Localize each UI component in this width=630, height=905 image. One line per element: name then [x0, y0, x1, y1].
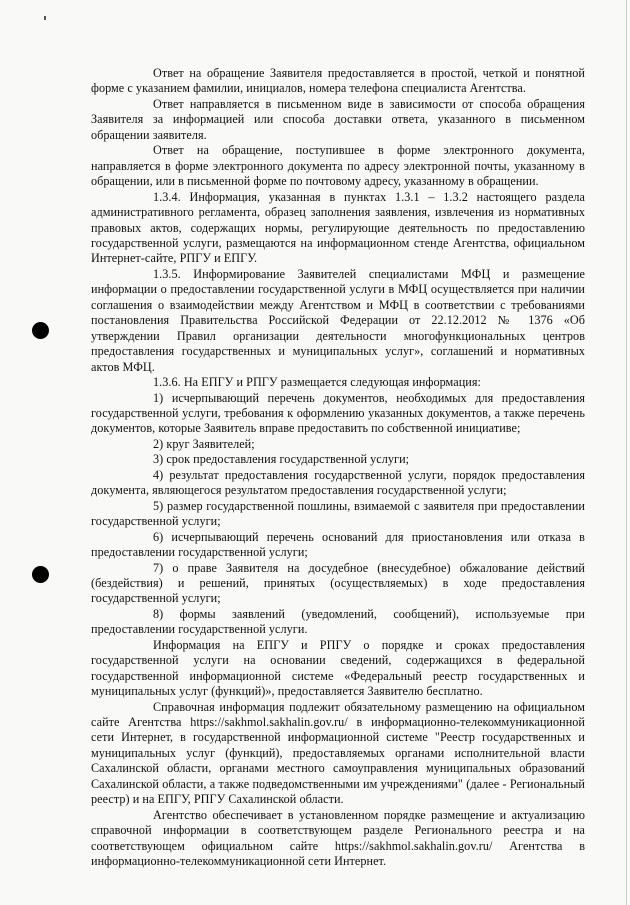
scan-edge [626, 0, 627, 905]
scan-speck [44, 16, 46, 20]
paragraph-reply-form: Ответ на обращение Заявителя предоставляется в простой, четкой и понятной форме с указанием фамилии, инициалов, номера телефона специалиста Агентства. [91, 66, 585, 96]
list-item-2: 2) круг Заявителей; [153, 436, 255, 451]
paragraph-1-3-4: 1.3.4. Информация, указанная в пунктах 1.3.1 – 1.3.2 настоящего раздела административного регламента, образец заполнения заявления, извлечения из нормативных правовых актов, содержащих нормы, регулирующие деятельность по предоставлению государственной услуги, размещаются на информационном стенде Агентства, официальном Интернет-сайте, РПГУ и ЕПГУ. [91, 189, 585, 266]
punch-hole-bottom [32, 566, 49, 583]
paragraph-info-free: Информация на ЕПГУ и РПГУ о порядке и сроках предоставления государственной услуги на основании сведений, содержащихся в федеральной государственной информационной системе «Федеральный реестр государственных и муниципальных услуг (функций)», предоставляется Заявителю бесплатно. [91, 637, 585, 699]
list-item-7: 7) о праве Заявителя на досудебное (внесудебное) обжалование действий (бездействия) и решений, принятых (осуществляемых) в ходе предоставления государственной услуги; [91, 560, 585, 606]
list-item-5: 5) размер государственной пошлины, взимаемой с заявителя при предоставлении государственной услуги; [91, 498, 585, 529]
paragraph-reply-method: Ответ направляется в письменном виде в зависимости от способа обращения Заявителя за информацией или способа доставки ответа, указанного в письменном обращении заявителя. [91, 96, 585, 142]
punch-hole-top [32, 322, 49, 339]
list-item-6: 6) исчерпывающий перечень оснований для приостановления или отказа в предоставлении государственной услуги; [91, 529, 585, 560]
paragraph-agency-ensures: Агентство обеспечивает в установленном порядке размещение и актуализацию справочной информации в соответствующем разделе Регионального реестра и на соответствующем официальном сайте https://sakhmol.sakhalin.gov.ru/ Агентства в информационно-телекоммуникационной сети Интернет. [91, 807, 585, 869]
paragraph-reference-info: Справочная информация подлежит обязательному размещению на официальном сайте Агентства https://sakhmol.sakhalin.gov.ru/ в информационно-телекоммуникационной сети Интернет, в государственной информационной системе "Реестр государственных и муниципальных услуг (функций), предоставляемых органами исполнительной власти Сахалинской области, органами местного самоуправления муниципальных образований Сахалинской области, а также подведомственными им учреждениями" (далее - Региональный реестр) и на ЕПГУ, РПГУ Сахалинской области. [91, 699, 585, 807]
paragraph-reply-electronic: Ответ на обращение, поступившее в форме электронного документа, направляется в форме электронного документа по адресу электронной почты, указанному в обращении, или в письменной форме по почтовому адресу, указанному в обращении. [91, 143, 585, 189]
list-item-1: 1) исчерпывающий перечень документов, необходимых для предоставления государственной услуги, требования к оформлению указанных документов, а также перечень документов, которые Заявитель вправе предоставить по собственной инициативе; [91, 390, 585, 436]
list-item-8: 8) формы заявлений (уведомлений, сообщений), используемые при предоставлении государственной услуги. [91, 606, 585, 637]
paragraph-1-3-5: 1.3.5. Информирование Заявителей специалистами МФЦ и размещение информации о предоставлении государственной услуги в МФЦ осуществляется при наличии соглашения о взаимодействии между Агентством и МФЦ в соответствии с требованиями постановления Правительства Российской Федерации от 22.12.2012 № 1376 «Об утверждении Правил организации деятельности многофункциональных центров предоставления государственных и муниципальных услуг», соглашений и нормативных актов МФЦ. [91, 266, 585, 374]
list-item-4: 4) результат предоставления государственной услуги, порядок предоставления документа, являющегося результатом предоставления государственной услуги; [91, 467, 585, 498]
document-body [91, 66, 585, 870]
list-item-3: 3) срок предоставления государственной услуги; [153, 452, 410, 467]
paragraph-1-3-6: 1.3.6. На ЕПГУ и РПГУ размещается следующая информация: [153, 375, 481, 390]
